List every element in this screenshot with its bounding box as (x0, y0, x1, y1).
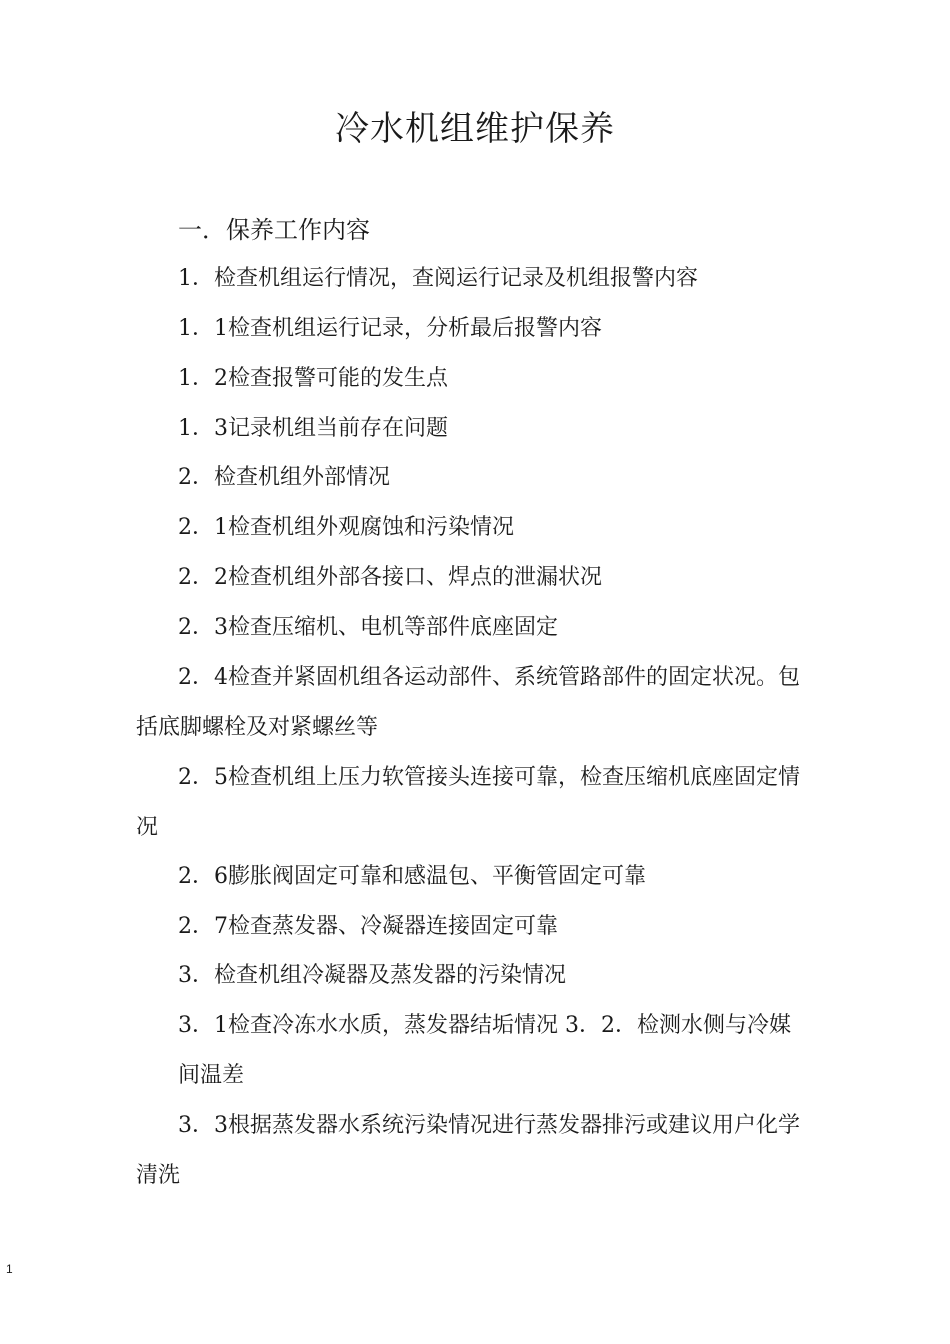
list-item: 1．3记录机组当前存在问题 (178, 416, 448, 441)
list-item: 3．1检查冷冻水水质，蒸发器结垢情况 3．2．检测水侧与冷媒 (178, 1013, 791, 1038)
list-item: 2．2检查机组外部各接口、焊点的泄漏状况 (178, 565, 602, 590)
section-heading: 一．保养工作内容 (178, 216, 370, 244)
page-number: 1 (6, 1262, 13, 1276)
list-item: 2．1检查机组外观腐蚀和污染情况 (178, 515, 514, 540)
list-item: 2．7检查蒸发器、冷凝器连接固定可靠 (178, 914, 558, 939)
list-item-continuation: 清洗 (136, 1163, 181, 1188)
list-item: 2．检查机组外部情况 (178, 465, 390, 490)
list-item: 1．1检查机组运行记录，分析最后报警内容 (178, 316, 602, 341)
list-item: 1．2检查报警可能的发生点 (178, 366, 448, 391)
list-item: 2．5检查机组上压力软管接头连接可靠，检查压缩机底座固定情 (178, 765, 800, 790)
list-item: 2．6膨胀阀固定可靠和感温包、平衡管固定可靠 (178, 864, 646, 889)
list-item-continuation: 况 (136, 815, 159, 840)
list-item: 2．3检查压缩机、电机等部件底座固定 (178, 615, 558, 640)
list-item-continuation: 括底脚螺栓及对紧螺丝等 (136, 715, 379, 740)
page-title: 冷水机组维护保养 (335, 109, 615, 149)
list-item-continuation: 间温差 (178, 1063, 245, 1088)
list-item: 1．检查机组运行情况，查阅运行记录及机组报警内容 (178, 266, 698, 291)
list-item: 2．4检查并紧固机组各运动部件、系统管路部件的固定状况。包 (178, 665, 800, 690)
list-item: 3．检查机组冷凝器及蒸发器的污染情况 (178, 963, 566, 988)
list-item: 3．3根据蒸发器水系统污染情况进行蒸发器排污或建议用户化学 (178, 1113, 800, 1138)
